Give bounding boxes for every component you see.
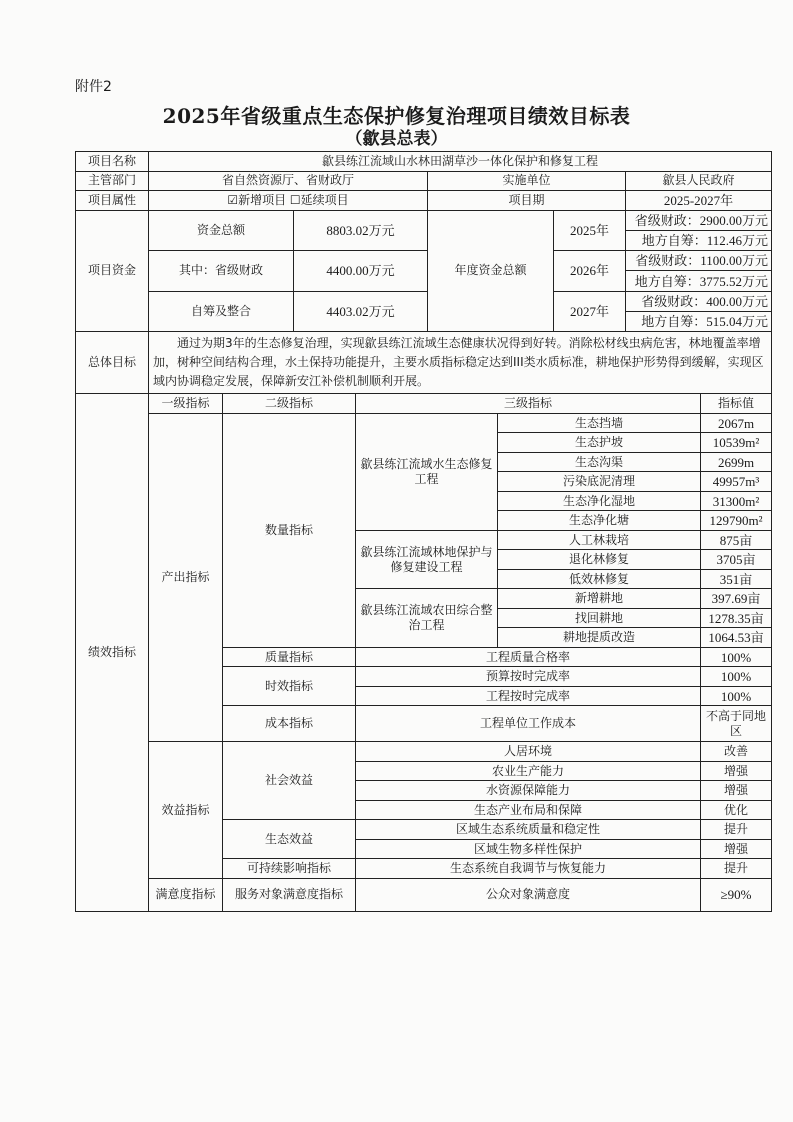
- value: 增强: [701, 761, 772, 781]
- value: 351亩: [701, 569, 772, 589]
- funding-total: 8803.02万元: [294, 210, 428, 251]
- value: 改善: [701, 742, 772, 762]
- value: 增强: [701, 781, 772, 801]
- year-prov: 省级财政：2900.00万元: [626, 210, 772, 230]
- dept: 省自然资源厅、省财政厅: [149, 171, 428, 191]
- label: 时效指标: [223, 667, 356, 706]
- project-attr: ☑新增项目 ☐延续项目: [149, 191, 428, 211]
- year-local: 地方自筹：515.04万元: [626, 311, 772, 331]
- item: 生态净化塘: [498, 511, 701, 531]
- label: 质量指标: [223, 647, 356, 667]
- row-attr: [76, 191, 772, 211]
- label: 成本指标: [223, 706, 356, 742]
- value: 2067m: [701, 413, 772, 433]
- year-prov: 省级财政：400.00万元: [626, 291, 772, 311]
- item: 农业生产能力: [356, 761, 701, 781]
- year-local: 地方自筹：112.46万元: [626, 230, 772, 250]
- item: 公众对象满意度: [356, 878, 701, 911]
- value: 优化: [701, 800, 772, 820]
- label: 其中：省级财政: [149, 251, 294, 292]
- header: 三级指标: [356, 394, 701, 414]
- value: 2699m: [701, 452, 772, 472]
- year-local: 地方自筹：3775.52万元: [626, 271, 772, 291]
- item: 工程单位工作成本: [356, 706, 701, 742]
- goal-text: 通过为期3年的生态修复治理，实现歙县练江流域生态健康状况得到好转。消除松材线虫病危害，林地覆盖率增加，树种空间结构合理，水土保持功能提升，主要水质指标稳定达到III类水质标准，耕地保护形势得到缓解，实现区域内协调稳定发展，保障新安江补偿机制顺利开展。: [149, 332, 772, 394]
- label: 绩效指标: [76, 394, 149, 912]
- label: 自筹及整合: [149, 291, 294, 332]
- label: 项目期: [428, 191, 626, 211]
- item: 预算按时完成率: [356, 667, 701, 687]
- label: 主管部门: [76, 171, 149, 191]
- page-title: 2025年省级重点生态保护修复治理项目绩效目标表: [162, 104, 631, 128]
- subproject: 歙县练江流域农田综合整治工程: [356, 589, 498, 648]
- subproject: 歙县练江流域水生态修复工程: [356, 413, 498, 530]
- label: 资金总额: [149, 210, 294, 251]
- row-project-name: [76, 152, 772, 172]
- funding-self: 4403.02万元: [294, 291, 428, 332]
- value: 100%: [701, 647, 772, 667]
- label: 项目资金: [76, 210, 149, 332]
- value: 100%: [701, 667, 772, 687]
- item: 区域生态系统质量和稳定性: [356, 820, 701, 840]
- item: 新增耕地: [498, 589, 701, 609]
- item: 生态挡墙: [498, 413, 701, 433]
- year: 2025年: [554, 210, 626, 251]
- item: 水资源保障能力: [356, 781, 701, 801]
- year-prov: 省级财政：1100.00万元: [626, 251, 772, 271]
- item: 找回耕地: [498, 608, 701, 628]
- item: 区域生物多样性保护: [356, 839, 701, 859]
- value: ≥90%: [701, 878, 772, 911]
- label: 可持续影响指标: [223, 859, 356, 879]
- item: 生态护坡: [498, 433, 701, 453]
- year: 2026年: [554, 251, 626, 292]
- item: 污染底泥清理: [498, 472, 701, 492]
- value: 3705亩: [701, 550, 772, 570]
- value: 不高于同地区: [701, 706, 772, 742]
- subproject: 歙县练江流域林地保护与修复建设工程: [356, 530, 498, 589]
- attachment-label: 附件2: [75, 79, 112, 95]
- label: 生态效益: [223, 820, 356, 859]
- item: 生态沟渠: [498, 452, 701, 472]
- item: 低效林修复: [498, 569, 701, 589]
- item: 退化林修复: [498, 550, 701, 570]
- funding-prov: 4400.00万元: [294, 251, 428, 292]
- item: 耕地提质改造: [498, 628, 701, 648]
- label: 总体目标: [76, 332, 149, 394]
- label: 产出指标: [149, 413, 223, 742]
- item: 生态净化湿地: [498, 491, 701, 511]
- project-period: 2025-2027年: [626, 191, 772, 211]
- label: 社会效益: [223, 742, 356, 820]
- page-subtitle: （歙县总表）: [345, 129, 448, 149]
- row-dept: [76, 171, 772, 191]
- value: 10539m²: [701, 433, 772, 453]
- year: 2027年: [554, 291, 626, 332]
- label: 服务对象满意度指标: [223, 878, 356, 911]
- value: 397.69亩: [701, 589, 772, 609]
- header: 二级指标: [223, 394, 356, 414]
- item: 人居环境: [356, 742, 701, 762]
- item: 工程按时完成率: [356, 686, 701, 706]
- label: 年度资金总额: [428, 210, 554, 332]
- value: 100%: [701, 686, 772, 706]
- label: 效益指标: [149, 742, 223, 879]
- label: 实施单位: [428, 171, 626, 191]
- item: 生态系统自我调节与恢复能力: [356, 859, 701, 879]
- header: 指标值: [701, 394, 772, 414]
- value: 增强: [701, 839, 772, 859]
- value: 31300m²: [701, 491, 772, 511]
- label: 数量指标: [223, 413, 356, 647]
- value: 提升: [701, 859, 772, 879]
- header: 一级指标: [149, 394, 223, 414]
- value: 1064.53亩: [701, 628, 772, 648]
- value: 49957m³: [701, 472, 772, 492]
- project-name: 歙县练江流域山水林田湖草沙一体化保护和修复工程: [149, 152, 772, 172]
- item: 人工林栽培: [498, 530, 701, 550]
- item: 工程质量合格率: [356, 647, 701, 667]
- value: 1278.35亩: [701, 608, 772, 628]
- label: 满意度指标: [149, 878, 223, 911]
- performance-table: [75, 151, 772, 912]
- value: 875亩: [701, 530, 772, 550]
- value: 129790m²: [701, 511, 772, 531]
- label: 项目名称: [76, 152, 149, 172]
- value: 提升: [701, 820, 772, 840]
- item: 生态产业布局和保障: [356, 800, 701, 820]
- label: 项目属性: [76, 191, 149, 211]
- impl-unit: 歙县人民政府: [626, 171, 772, 191]
